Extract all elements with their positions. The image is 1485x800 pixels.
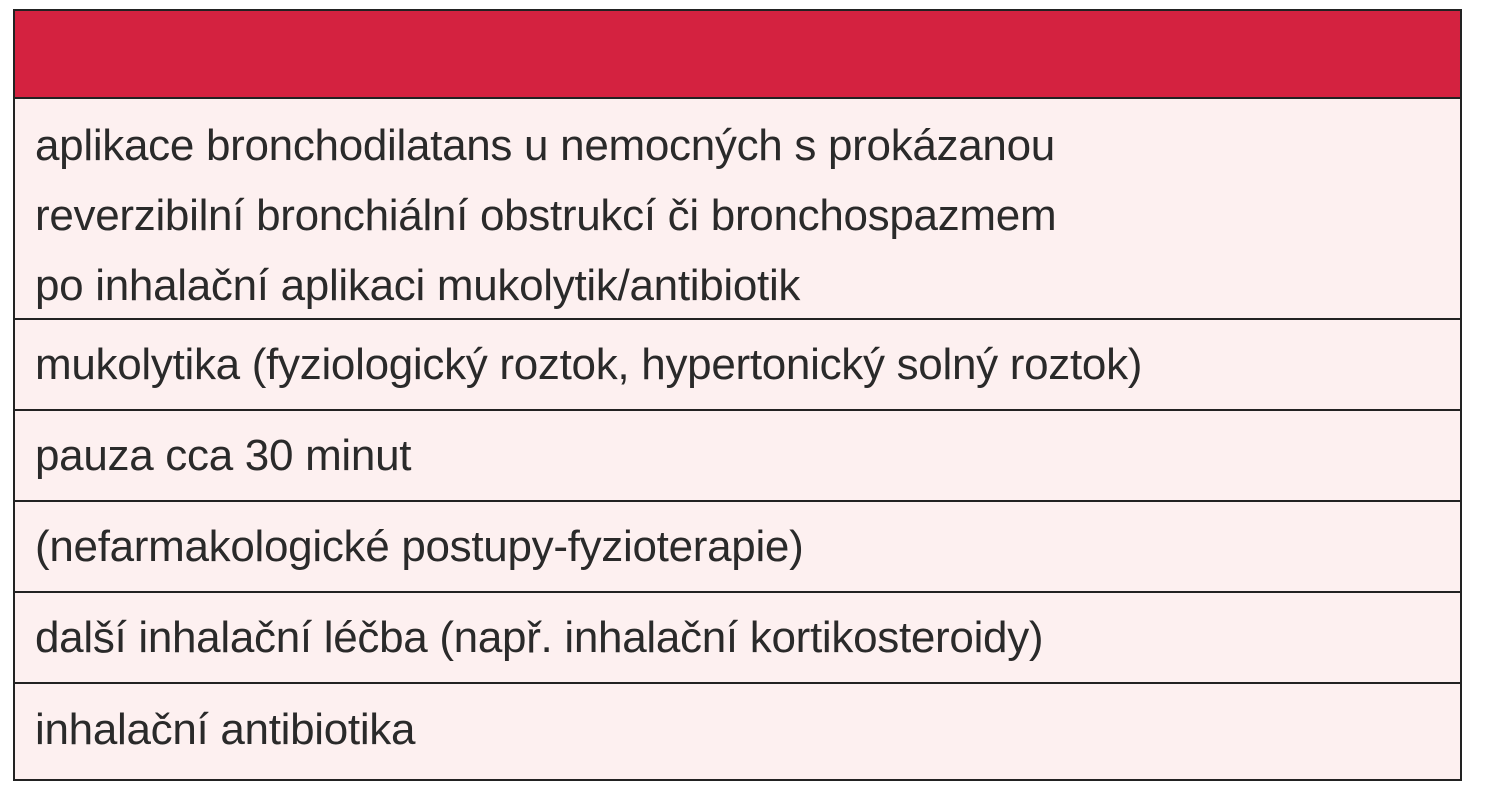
table-header-bar: [15, 9, 1460, 99]
table-row-pause: [15, 411, 1460, 502]
row-text: inhalační antibiotika: [35, 704, 416, 754]
row-text-line: reverzibilní bronchiální obstrukcí či bronchospazmem: [35, 191, 1057, 240]
row-text: pauza cca 30 minut: [35, 430, 412, 480]
row-text: další inhalační léčba (např. inhalační kortikosteroidy): [35, 612, 1044, 662]
row-text: mukolytika (fyziologický roztok, hypertonický solný roztok): [35, 339, 1143, 389]
table-row-mucolytics: [15, 320, 1460, 411]
row-text: (nefarmakologické postupy-fyzioterapie): [35, 521, 804, 571]
table-row-bronchodilators: [15, 99, 1460, 320]
table-row-physiotherapy: [15, 502, 1460, 593]
table-row-antibiotics: [15, 684, 1460, 775]
row-text-line: po inhalační aplikaci mukolytik/antibiotik: [35, 261, 801, 310]
treatment-sequence-table: [13, 9, 1462, 781]
row-text-lines: [35, 111, 1056, 321]
row-text-line: aplikace bronchodilatans u nemocných s prokázanou: [35, 121, 1055, 170]
table-row-other-inhalation: [15, 593, 1460, 684]
